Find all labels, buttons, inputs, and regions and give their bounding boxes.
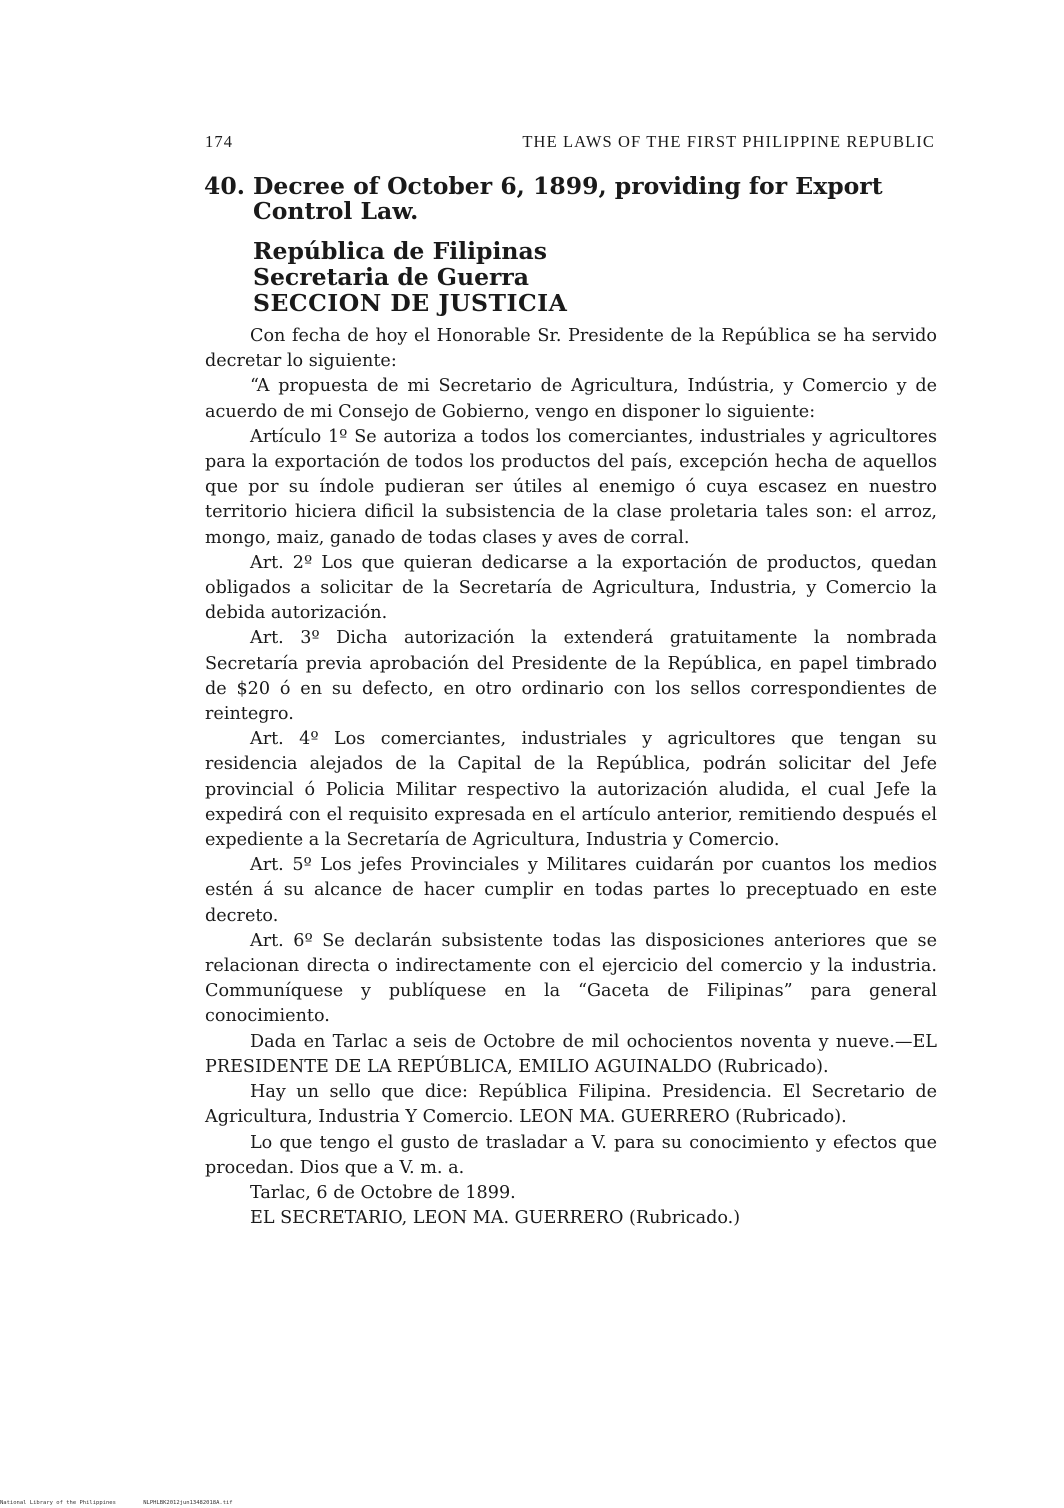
letterhead-secretariat: Secretaria de Guerra (253, 263, 530, 291)
decree-title (204, 174, 939, 224)
paragraph-intro: Con fecha de hoy el Honorable Sr. Presidente de la República se ha servido decretar lo siguiente: (205, 326, 937, 372)
paragraph-article-5: Art. 5º Los jefes Provinciales y Militares cuidarán por cuantos los medios estén á su alcance de hacer cumplir en todas partes lo preceptuado en este decreto. (205, 855, 937, 926)
decree-title-text: Decree of October 6, 1899, providing for Export Control Law. (253, 172, 883, 225)
signature-line: EL SECRETARIO, LEON MA. GUERRERO (Rubricado.) (250, 1208, 741, 1229)
paragraph-article-6: Art. 6º Se declarán subsistente todas las disposiciones anteriores que se relacionan directa o indirectamente con el ejercicio del comercio y la industria. Communíquese y publíquese en la “Gaceta de Filipinas” para general conocimiento. (205, 930, 937, 1027)
paragraph-article-2: Art. 2º Los que quieran dedicarse a la exportación de productos, quedan obligados a solicitar de la Secretaría de Agricultura, Industria, y Comercio la debida autorización. (205, 552, 937, 624)
place-date: Tarlac, 6 de Octobre de 1899. (250, 1182, 516, 1203)
decree-number: 40. (204, 172, 245, 200)
scan-footer (0, 1500, 257, 1506)
letterhead (253, 238, 939, 316)
paragraph-article-3: Art. 3º Dicha autorización la extenderá gratuitamente la nombrada Secretaría previa aprobación del Presidente de la República, en papel timbrado de $20 ó en su defecto, en otro ordinario con los sellos correspondientes de reintegro. (205, 628, 937, 725)
paragraph-article-4: Art. 4º Los comerciantes, industriales y agricultores que tengan su residencia alejados de la Capital de la República, podrán solicitar del Jefe provincial ó Policia Militar respectivo la autorización aludida, el cual Jefe la expedirá con el requisito expresada en el artículo anterior, remitiendo después el expediente a la Secretaría de Agricultura, Industria y Comercio. (205, 729, 937, 851)
running-head-title: THE LAWS OF THE FIRST PHILIPPINE REPUBLIC (522, 132, 935, 151)
paragraph-proposal: “A propuesta de mi Secretario de Agricultura, Indústria, y Comercio y de acuerdo de mi Consejo de Gobierno, vengo en disponer lo siguiente: (205, 376, 937, 422)
decree-body (205, 324, 937, 1231)
paragraph-seal: Hay un sello que dice: República Filipina. Presidencia. El Secretario de Agricultura, Industria Y Comercio. LEON MA. GUERRERO (Rubricado). (205, 1082, 937, 1128)
paragraph-given-at: Dada en Tarlac a seis de Octobre de mil ochocientos noventa y nueve.—EL PRESIDENTE DE LA REPÚBLICA, EMILIO AGUINALDO (Rubricado). (205, 1031, 937, 1077)
footer-library: National Library of the Philippines (0, 1500, 116, 1506)
page-number: 174 (205, 132, 234, 151)
running-head (205, 132, 935, 154)
letterhead-republic: República de Filipinas (253, 237, 547, 265)
paragraph-transmittal: Lo que tengo el gusto de trasladar a V. para su conocimiento y efectos que procedan. Dios que a V. m. a. (205, 1132, 937, 1178)
footer-file-id: NLPHLBK2012jun13482018A.tif (143, 1500, 233, 1506)
letterhead-section: SECCION DE JUSTICIA (253, 289, 568, 317)
decree-heading (204, 174, 939, 316)
paragraph-article-1: Artículo 1º Se autoriza a todos los comerciantes, industriales y agricultores para la exportación de todos los productos del país, excepción hecha de aquellos que por su índole pudieran ser útiles al enemigo ó cuya escasez en nuestro territorio hiciera dificil la subsistencia de la clase proletaria tales son: el arroz, mongo, maiz, ganado de todas clases y aves de corral. (205, 426, 937, 548)
